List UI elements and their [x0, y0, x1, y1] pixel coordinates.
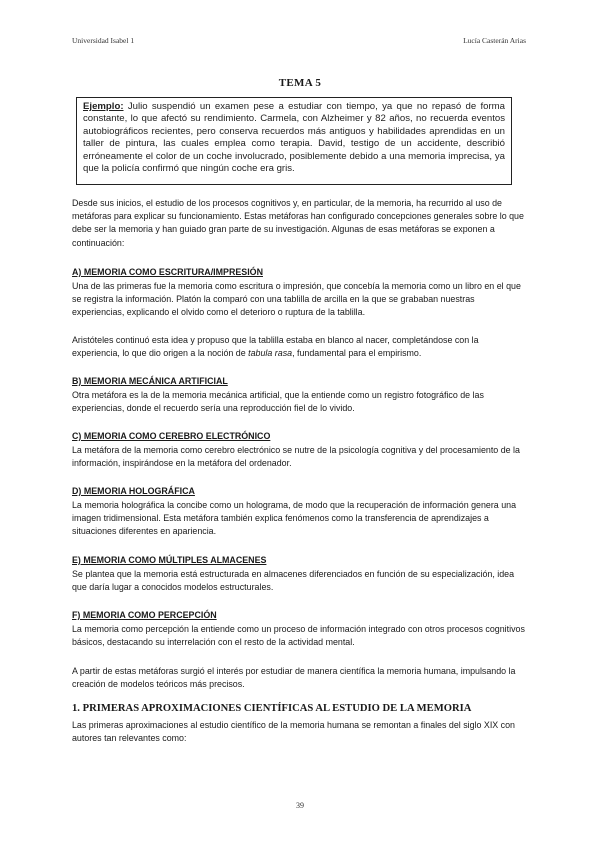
example-box	[76, 97, 512, 185]
heading-paragraph: Las primeras aproximaciones al estudio científico de la memoria humana se remontan a finales del siglo XIX con autores tan relevantes como:	[72, 720, 515, 744]
section-b-paragraph: Otra metáfora es la de la memoria mecánica artificial, que la entiende como un registro fotográfico de las experiencias, donde el recuerdo sería una reproducción fiel de lo vivido.	[72, 390, 484, 414]
section-a-paragraph-2: Aristóteles continuó esta idea y propuso que la tablilla estaba en blanco al nacer, completándose con la experiencia, lo que dio origen a la noción de tabula rasa, fundamental para el empirismo.	[72, 335, 479, 359]
section-c-title: C) MEMORIA COMO CEREBRO ELECTRÓNICO	[72, 431, 271, 441]
section-a-title: A) MEMORIA COMO ESCRITURA/IMPRESIÓN	[72, 267, 263, 277]
section-b-title: B) MEMORIA MECÁNICA ARTIFICIAL	[72, 376, 228, 386]
section-e-title: E) MEMORIA COMO MÚLTIPLES ALMACENES	[72, 555, 267, 565]
section-d-title: D) MEMORIA HOLOGRÁFICA	[72, 486, 195, 496]
section-d-paragraph: La memoria holográfica la concibe como un holograma, de modo que la recuperación de información genera una imagen tridimensional. Esta metáfora también explica fenómenos como la transferencia de aprendizajes a situaciones diferentes en apariencia.	[72, 500, 517, 537]
heading-primeras-aproximaciones: 1. PRIMERAS APROXIMACIONES CIENTÍFICAS AL ESTUDIO DE LA MEMORIA	[72, 703, 472, 714]
example-text: Julio suspendió un examen pese a estudiar con tiempo, ya que no repasó de forma constante, lo que afectó su rendimiento. Carmela, con Alzheimer y 82 años, no recuerda eventos autobiográficos recientes, pero conserva recuerdos más antiguos y habilidades aprendidas en un taller de pintura, las cuales emplea como terapia. David, testigo de un accidente, describió erróneamente el color de un coche involucrado, posiblemente debido a una memoria imprecisa, ya que la policía confirmó que ningún coche era gris.	[83, 101, 505, 175]
tabula-rasa-term: tabula rasa	[248, 348, 293, 359]
section-f-paragraph: La memoria como percepción la entiende como un proceso de información integrado con otros procesos cognitivos básicos, destacando su interrelación con el resto de la actividad mental.	[72, 624, 525, 648]
section-a-paragraph-1: Una de las primeras fue la memoria como escritura o impresión, que concebía la memoria como un libro en el que se registra la información. Platón la comparó con una tablilla de arcilla en la que se grababan nuestras experiencias, explicando el olvido como el deterioro o ruptura de la tablilla.	[72, 281, 521, 318]
conclusion-paragraph: A partir de estas metáforas surgió el interés por estudiar de manera científica la memoria humana, impulsando la creación de modelos teóricos más precisos.	[72, 666, 516, 690]
section-c-paragraph: La metáfora de la memoria como cerebro electrónico se nutre de la psicología cognitiva y del procesamiento de la información, inspirándose en la metáfora del ordenador.	[72, 445, 520, 469]
header-university: Universidad Isabel 1	[72, 36, 135, 45]
page-title: TEMA 5	[278, 77, 322, 89]
section-e-paragraph: Se plantea que la memoria está estructurada en almacenes diferenciados en función de su especialización, idea que daría lugar a conocidos modelos estructurales.	[72, 569, 515, 593]
intro-paragraph: Desde sus inicios, el estudio de los procesos cognitivos y, en particular, de la memoria, ha recurrido al uso de metáforas para explicar su funcionamiento. Estas metáforas han configurado concepciones generales sobre lo que debe ser la memoria y han guiado gran parte de su investigación. Algunas de esas metáforas se exponen a continuación:	[72, 198, 524, 248]
section-f-title: F) MEMORIA COMO PERCEPCIÓN	[72, 610, 217, 620]
header-author: Lucía Casterán Arias	[463, 36, 526, 45]
example-label: Ejemplo:	[83, 101, 124, 112]
page-number: 39	[296, 801, 304, 810]
